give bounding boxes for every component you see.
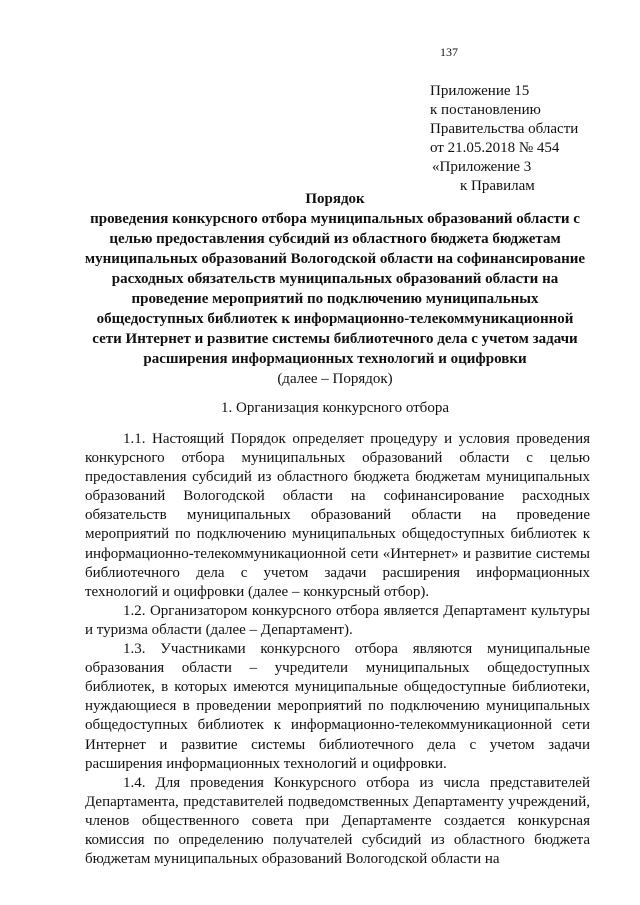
appendix-line: Приложение 15: [430, 83, 530, 99]
appendix-line: к постановлению: [430, 102, 541, 118]
section-heading: 1. Организация конкурсного отбора: [221, 400, 449, 416]
section-body: [85, 430, 590, 869]
paragraph-1-1: 1.1. Настоящий Порядок определяет процедуру и условия проведения конкурсного отбора муниципальных образований области с целью предоставления субсидий из областного бюджета бюджетам муниципальных образований Вологодской области на софинансирование расходных обязательств муниципальных образований области на проведение мероприятий по подключению муниципальных общедоступных библиотек к информационно-телекоммуникационной сети «Интернет» и развитие системы библиотечного дела с учетом задачи расширения информационных технологий и оцифровки (далее – конкурсный отбор).: [85, 431, 590, 600]
document-title: [80, 189, 590, 389]
paragraph-1-2: 1.2. Организатором конкурсного отбора является Департамент культуры и туризма области (далее – Департамент).: [85, 602, 590, 638]
appendix-line: от 21.05.2018 № 454: [430, 140, 560, 156]
title-note: (далее – Порядок): [277, 371, 393, 387]
title-subtitle: проведения конкурсного отбора муниципальных образований области с целью предоставления субсидий из областного бюджета бюджетам муниципальных образований Вологодской области на софинансирование расходных обязательств муниципальных образований области на проведение мероприятий по подключению муниципальных общедоступных библиотек к информационно-телекоммуникационной сети Интернет и развитие системы библиотечного дела с учетом задачи расширения информационных технологий и оцифровки: [84, 211, 586, 367]
appendix-reference: [430, 82, 578, 196]
paragraph-1-4: 1.4. Для проведения Конкурсного отбора из числа представителей Департамента, представителей подведомственных Департаменту учреждений, членов общественного совета при Департаменте создается конкурсная комиссия по определению получателей субсидий из областного бюджета бюджетам муниципальных образований Вологодской области на: [85, 774, 590, 868]
page-number: 137: [440, 45, 458, 59]
appendix-line: Правительства области: [430, 121, 579, 137]
title-heading: Порядок: [305, 191, 365, 207]
appendix-line: «Приложение 3: [432, 159, 532, 175]
paragraph-1-3: 1.3. Участниками конкурсного отбора являются муниципальные образования области – учредители муниципальных общедоступных библиотек, в которых имеются муниципальные общедоступные библиотеки, нуждающиеся в проведении мероприятий по подключению муниципальных общедоступных библиотек к информационно-телекоммуникационной сети Интернет и развитие системы библиотечного дела с учетом задачи расширения информационных технологий и оцифровки.: [85, 641, 590, 772]
appendix-line: к Правилам: [460, 178, 535, 194]
